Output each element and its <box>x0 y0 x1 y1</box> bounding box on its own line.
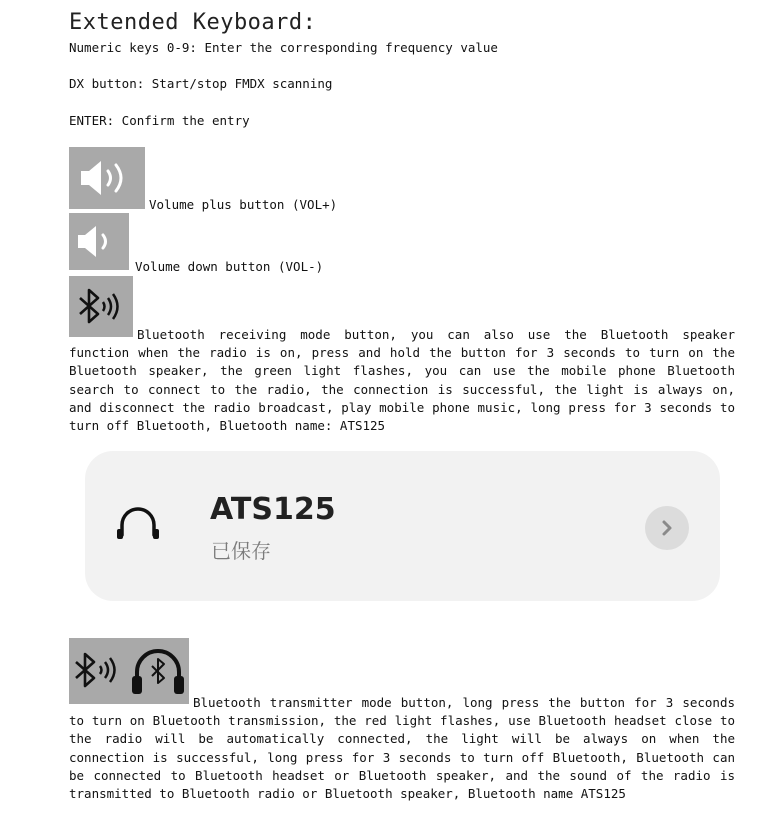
bluetooth-device-card[interactable] <box>85 451 720 601</box>
volume-down-label: Volume down button (VOL-) <box>135 259 324 274</box>
enter-line: ENTER: Confirm the entry <box>69 113 250 128</box>
bluetooth-transmit-description: Bluetooth transmitter mode button, long press the button for 3 seconds to turn on Bluetooth transmission, the red light flashes, use Bluetooth headset close to the radio will be automatically connected, the light will be always on when the connection is successful, long press for 3 seconds to turn off Bluetooth, Bluetooth can be connected to Bluetooth headset or Bluetooth speaker, and the sound of the radio is transmitted to Bluetooth radio or Bluetooth speaker, Bluetooth name ATS125 <box>69 695 735 802</box>
bluetooth-receive-description: Bluetooth receiving mode button, you can also use the Bluetooth speaker function when the radio is on, press and hold the button for 3 seconds to turn on the Bluetooth speaker, the green light flashes, you can use the mobile phone Bluetooth search to connect to the radio, the connection is successful, the light is always on, and disconnect the radio broadcast, play mobile phone music, long press for 3 seconds to turn off Bluetooth, Bluetooth name: ATS125 <box>69 327 735 434</box>
dx-button-line: DX button: Start/stop FMDX scanning <box>69 76 333 91</box>
headphones-icon <box>116 505 160 541</box>
numeric-keys-line: Numeric keys 0-9: Enter the corresponding frequency value <box>69 40 498 55</box>
volume-down-icon <box>69 213 129 270</box>
chevron-right-icon[interactable] <box>645 506 689 550</box>
page-heading: Extended Keyboard: <box>69 10 317 35</box>
device-status: 已保存 <box>211 539 271 563</box>
volume-plus-label: Volume plus button (VOL+) <box>149 197 338 212</box>
volume-plus-icon <box>69 147 145 209</box>
device-name: ATS125 <box>210 492 336 527</box>
